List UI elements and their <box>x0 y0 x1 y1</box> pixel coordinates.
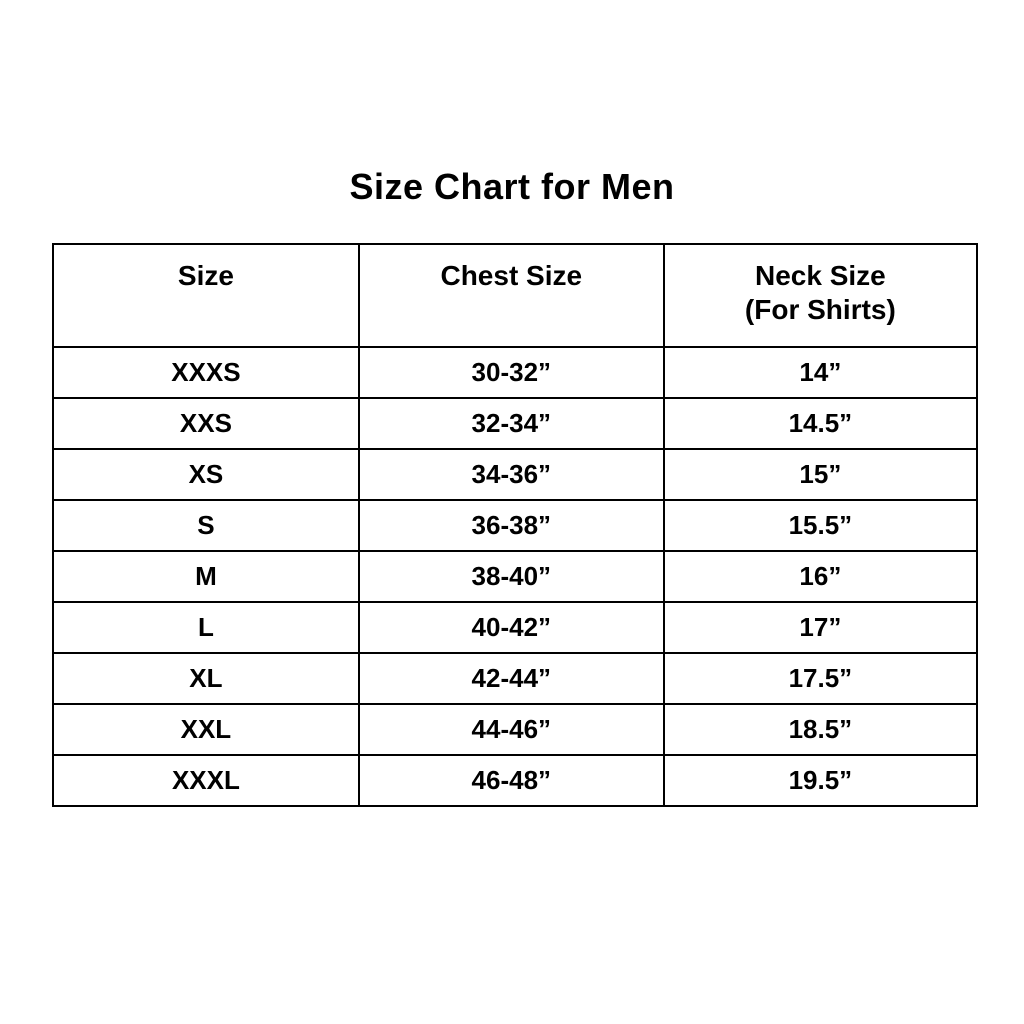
column-header-size <box>53 244 359 347</box>
size-cell: XXXL <box>53 755 359 806</box>
chest-size-cell: 40-42” <box>359 602 664 653</box>
table-row <box>53 551 977 602</box>
size-chart-table <box>52 243 978 807</box>
column-header-size-label: Size <box>177 260 234 291</box>
column-header-chest-size-label: Chest Size <box>440 260 583 291</box>
table-row <box>53 449 977 500</box>
size-cell: S <box>53 500 359 551</box>
chest-size-cell: 46-48” <box>359 755 664 806</box>
page-title: Size Chart for Men <box>349 166 675 207</box>
chest-size-cell: 42-44” <box>359 653 664 704</box>
chest-size-cell: 32-34” <box>359 398 664 449</box>
chest-size-cell: 30-32” <box>359 347 664 398</box>
size-cell: XXL <box>53 704 359 755</box>
size-cell: XXS <box>53 398 359 449</box>
neck-size-cell: 15.5” <box>664 500 977 551</box>
table-row <box>53 704 977 755</box>
size-cell: XL <box>53 653 359 704</box>
table-row <box>53 347 977 398</box>
table-body <box>53 347 977 806</box>
table-header <box>53 244 977 347</box>
neck-size-cell: 17.5” <box>664 653 977 704</box>
neck-size-cell: 19.5” <box>664 755 977 806</box>
size-cell: L <box>53 602 359 653</box>
size-cell: XS <box>53 449 359 500</box>
table-row <box>53 653 977 704</box>
neck-size-cell: 15” <box>664 449 977 500</box>
neck-size-cell: 17” <box>664 602 977 653</box>
chest-size-cell: 44-46” <box>359 704 664 755</box>
column-header-chest-size <box>359 244 664 347</box>
table-row <box>53 500 977 551</box>
column-header-neck-size <box>664 244 977 347</box>
neck-size-cell: 14.5” <box>664 398 977 449</box>
column-header-neck-size-label: Neck Size <box>755 260 886 291</box>
header-row <box>53 244 977 347</box>
table-row <box>53 602 977 653</box>
chest-size-cell: 38-40” <box>359 551 664 602</box>
column-header-neck-size-sublabel: (For Shirts) <box>744 294 896 325</box>
neck-size-cell: 18.5” <box>664 704 977 755</box>
chest-size-cell: 34-36” <box>359 449 664 500</box>
size-cell: XXXS <box>53 347 359 398</box>
neck-size-cell: 16” <box>664 551 977 602</box>
neck-size-cell: 14” <box>664 347 977 398</box>
table-row <box>53 398 977 449</box>
chest-size-cell: 36-38” <box>359 500 664 551</box>
size-cell: M <box>53 551 359 602</box>
table-row <box>53 755 977 806</box>
